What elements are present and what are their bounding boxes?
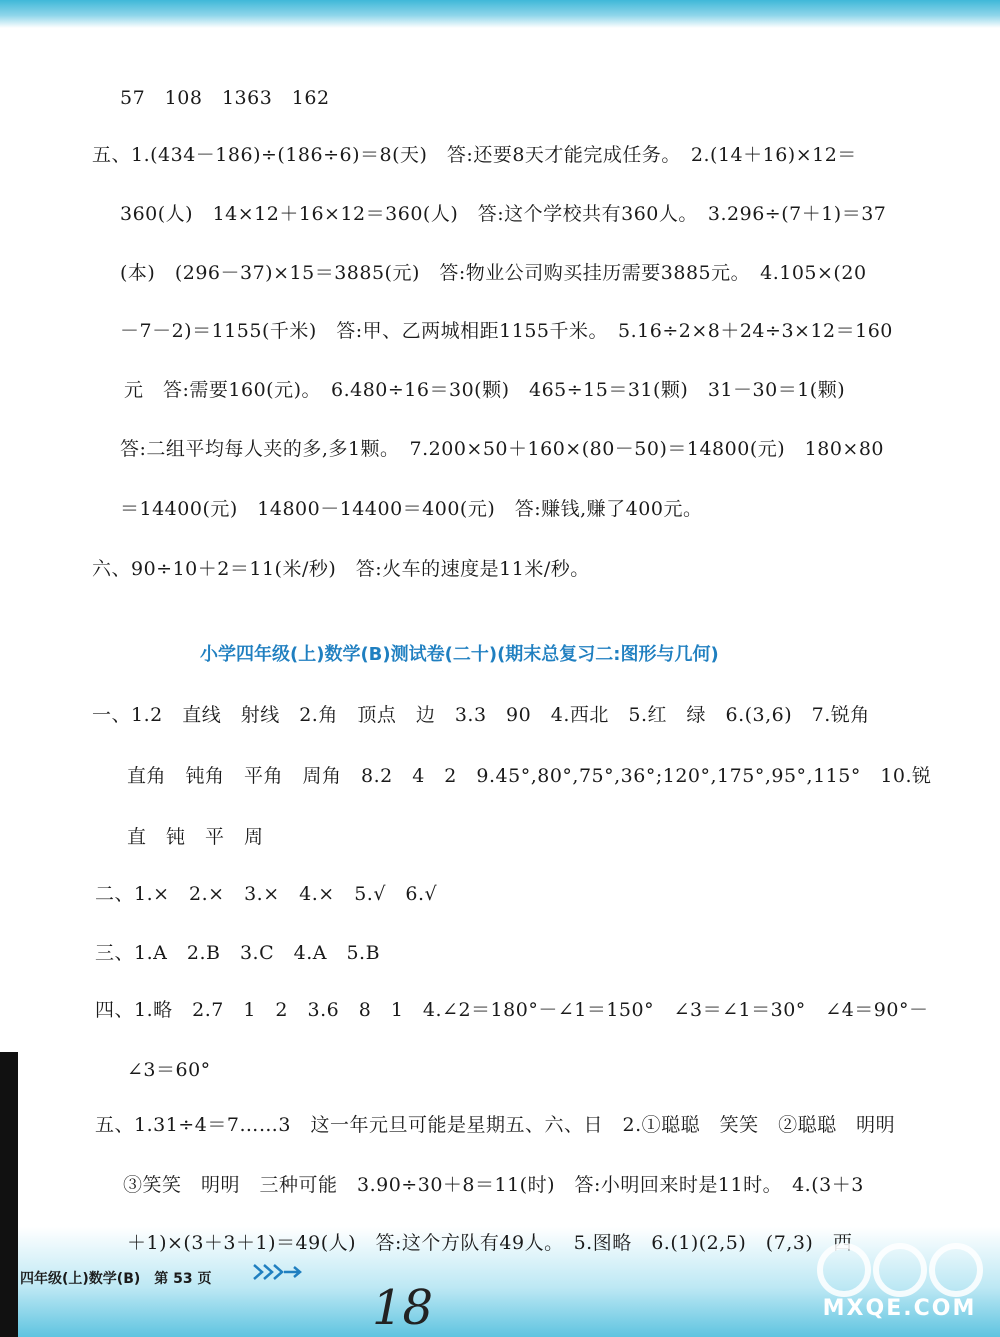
geometry-line-5: 三、1.A 2.B 3.C 4.A 5.B [95, 942, 381, 964]
geometry-line-3: 直 钝 平 周 [127, 826, 264, 848]
geometry-line-6: 四、1.略 2.7 1 2 3.6 8 1 4.∠2＝180°－∠1＝150° ∠3＝∠1＝30° ∠4＝90°－ [95, 999, 929, 1021]
answer-line-5: －7－2)＝1155(千米) 答:甲、乙两城相距1155千米。 5.16÷2×8＋24÷3×12＝160 [120, 320, 893, 342]
answer-line-2: 五、1.(434－186)÷(186÷6)＝8(天) 答:还要8天才能完成任务。 2.(14＋16)×12＝ [92, 144, 857, 166]
geometry-line-2: 直角 钝角 平角 周角 8.2 4 2 9.45°,80°,75°,36°;120°,175°,95°,115° 10.锐 [127, 765, 932, 787]
section-title: 小学四年级(上)数学(B)测试卷(二十)(期末总复习二:图形与几何) [200, 644, 719, 665]
footer-page-label: 四年级(上)数学(B) 第 53 页 [20, 1271, 212, 1287]
answer-line-9: 六、90÷10＋2＝11(米/秒) 答:火车的速度是11米/秒。 [92, 558, 590, 580]
geometry-line-10: ＋1)×(3＋3＋1)＝49(人) 答:这个方队有49人。 5.图略 6.(1)(2,5) (7,3) 西 [127, 1232, 853, 1254]
handwritten-page-number: 18 [372, 1280, 434, 1336]
answer-line-3: 360(人) 14×12＋16×12＝360(人) 答:这个学校共有360人。 3.296÷(7＋1)＝37 [120, 203, 887, 225]
answer-line-7: 答:二组平均每人夹的多,多1颗。 7.200×50＋160×(80－50)＝14800(元) 180×80 [120, 438, 885, 460]
geometry-line-8: 五、1.31÷4＝7……3 这一年元旦可能是星期五、六、日 2.①聪聪 笑笑 ②聪聪 明明 [95, 1114, 896, 1136]
geometry-line-9: ③笑笑 明明 三种可能 3.90÷30＋8＝11(时) 答:小明回来时是11时。 4.(3＋3 [123, 1174, 864, 1196]
watermark-text: MXQE.COM [822, 1296, 977, 1321]
answer-line-6: 元 答:需要160(元)。 6.480÷16＝30(颗) 465÷15＝31(颗) 31－30＝1(颗) [124, 379, 846, 401]
geometry-line-4: 二、1.× 2.× 3.× 4.× 5.√ 6.√ [95, 883, 438, 905]
geometry-line-7: ∠3＝60° [127, 1059, 211, 1081]
answer-line-1: 57 108 1363 162 [120, 87, 330, 109]
top-decorative-band [0, 0, 1000, 28]
answer-line-4: (本) (296－37)×15＝3885(元) 答:物业公司购买挂历需要3885元。 4.105×(20 [120, 262, 867, 284]
left-edge-bar [0, 1052, 18, 1337]
arrow-decoration-icon [252, 1262, 302, 1286]
geometry-line-1: 一、1.2 直线 射线 2.角 顶点 边 3.3 90 4.西北 5.红 绿 6.(3,6) 7.锐角 [92, 704, 870, 726]
answer-line-8: ＝14400(元) 14800－14400＝400(元) 答:赚钱,赚了400元。 [120, 498, 703, 520]
watermark-logo [812, 1240, 987, 1330]
